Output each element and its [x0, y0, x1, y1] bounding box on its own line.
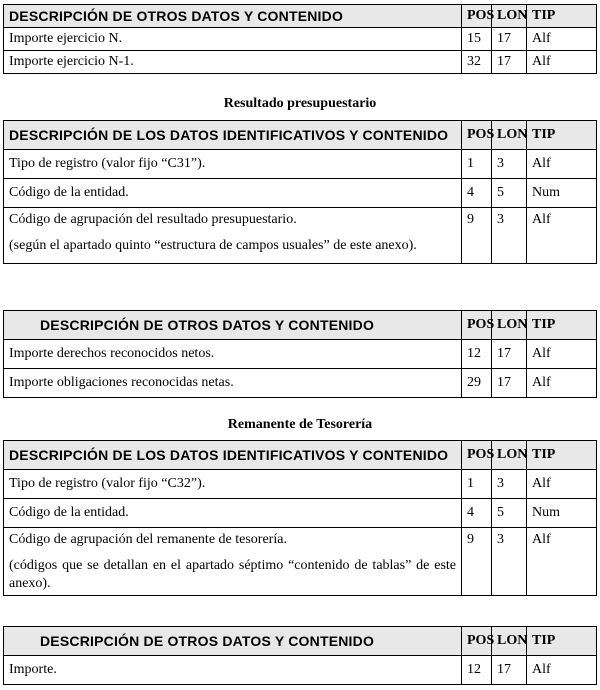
otros-datos-table-presupuestario	[3, 310, 597, 398]
cell-lon: 5	[492, 499, 527, 528]
cell-tip: Alf	[527, 51, 597, 74]
cell-pos: 29	[462, 369, 492, 398]
cell-tip: Alf	[527, 28, 597, 51]
section-heading-remanente-tesoreria: Remanente de Tesorería	[227, 417, 373, 432]
header-pos: POS	[462, 5, 492, 28]
header-pos: POS	[462, 441, 492, 470]
header-pos: POS	[462, 627, 492, 656]
header-pos: POS	[462, 311, 492, 340]
cell-lon: 3	[492, 208, 527, 264]
header-lon: LON	[492, 311, 527, 340]
cell-descripcion-multiline	[4, 528, 462, 596]
header-pos: POS	[462, 121, 492, 150]
cell-pos: 9	[462, 528, 492, 596]
cell-pos: 4	[462, 179, 492, 208]
table-row	[4, 369, 597, 398]
cell-lon: 3	[492, 150, 527, 179]
table-row	[4, 208, 597, 264]
cell-pos: 1	[462, 470, 492, 499]
cell-tip: Alf	[527, 656, 597, 685]
otros-datos-table-tesoreria	[3, 626, 597, 685]
cell-descripcion: Importe obligaciones reconocidas netas.	[4, 369, 462, 398]
table-header	[4, 5, 597, 28]
cell-descripcion: Tipo de registro (valor fijo “C31”).	[4, 150, 462, 179]
identificativos-table-presupuestario	[3, 120, 597, 264]
cell-line-2: (códigos que se detallan en el apartado séptimo “contenido de tablas” de este anexo).	[9, 558, 456, 591]
cell-line-1: Código de agrupación del resultado presupuestario.	[9, 212, 297, 227]
cell-tip: Num	[527, 499, 597, 528]
cell-descripcion: Tipo de registro (valor fijo “C32”).	[4, 470, 462, 499]
table-row	[4, 340, 597, 369]
cell-pos: 15	[462, 28, 492, 51]
cell-lon: 17	[492, 28, 527, 51]
cell-pos: 32	[462, 51, 492, 74]
header-descripcion: DESCRIPCIÓN DE LOS DATOS IDENTIFICATIVOS Y CONTENIDO	[4, 441, 462, 470]
table-row	[4, 28, 597, 51]
header-tip: TIP	[527, 311, 597, 340]
cell-descripcion: Importe.	[4, 656, 462, 685]
table-row	[4, 150, 597, 179]
table-row	[4, 656, 597, 685]
header-lon: LON	[492, 121, 527, 150]
cell-pos: 12	[462, 656, 492, 685]
cell-pos: 9	[462, 208, 492, 264]
cell-tip: Alf	[527, 150, 597, 179]
header-descripcion: DESCRIPCIÓN DE OTROS DATOS Y CONTENIDO	[4, 311, 462, 340]
table-header	[4, 441, 597, 470]
header-lon: LON	[492, 627, 527, 656]
cell-line-2: (según el apartado quinto “estructura de campos usuales” de este anexo).	[9, 238, 417, 253]
cell-descripcion: Código de la entidad.	[4, 179, 462, 208]
identificativos-table-tesoreria	[3, 440, 597, 596]
table-row	[4, 470, 597, 499]
header-lon: LON	[492, 441, 527, 470]
cell-lon: 5	[492, 179, 527, 208]
section-heading-resultado-presupuestario: Resultado presupuestario	[223, 96, 377, 111]
table-header	[4, 627, 597, 656]
cell-line-1: Código de agrupación del remanente de tesorería.	[9, 532, 287, 547]
cell-tip: Alf	[527, 369, 597, 398]
header-lon: LON	[492, 5, 527, 28]
cell-descripcion: Código de la entidad.	[4, 499, 462, 528]
table-row	[4, 499, 597, 528]
cell-pos: 4	[462, 499, 492, 528]
header-tip: TIP	[527, 5, 597, 28]
cell-tip: Alf	[527, 470, 597, 499]
header-descripcion: DESCRIPCIÓN DE OTROS DATOS Y CONTENIDO	[4, 5, 462, 28]
header-descripcion: DESCRIPCIÓN DE LOS DATOS IDENTIFICATIVOS Y CONTENIDO	[4, 121, 462, 150]
table-row	[4, 528, 597, 596]
header-tip: TIP	[527, 121, 597, 150]
otros-datos-table-1	[3, 4, 597, 74]
cell-lon: 17	[492, 340, 527, 369]
table-header	[4, 311, 597, 340]
cell-lon: 17	[492, 369, 527, 398]
cell-descripcion: Importe ejercicio N-1.	[4, 51, 462, 74]
cell-pos: 12	[462, 340, 492, 369]
header-descripcion: DESCRIPCIÓN DE OTROS DATOS Y CONTENIDO	[4, 627, 462, 656]
cell-tip: Alf	[527, 340, 597, 369]
cell-tip: Alf	[527, 528, 597, 596]
cell-descripcion: Importe derechos reconocidos netos.	[4, 340, 462, 369]
cell-descripcion-multiline	[4, 208, 462, 264]
cell-tip: Alf	[527, 208, 597, 264]
cell-lon: 17	[492, 656, 527, 685]
cell-lon: 17	[492, 51, 527, 74]
cell-lon: 3	[492, 470, 527, 499]
cell-pos: 1	[462, 150, 492, 179]
table-header	[4, 121, 597, 150]
table-row	[4, 179, 597, 208]
table-row	[4, 51, 597, 74]
cell-descripcion: Importe ejercicio N.	[4, 28, 462, 51]
cell-lon: 3	[492, 528, 527, 596]
header-tip: TIP	[527, 627, 597, 656]
cell-tip: Num	[527, 179, 597, 208]
header-tip: TIP	[527, 441, 597, 470]
